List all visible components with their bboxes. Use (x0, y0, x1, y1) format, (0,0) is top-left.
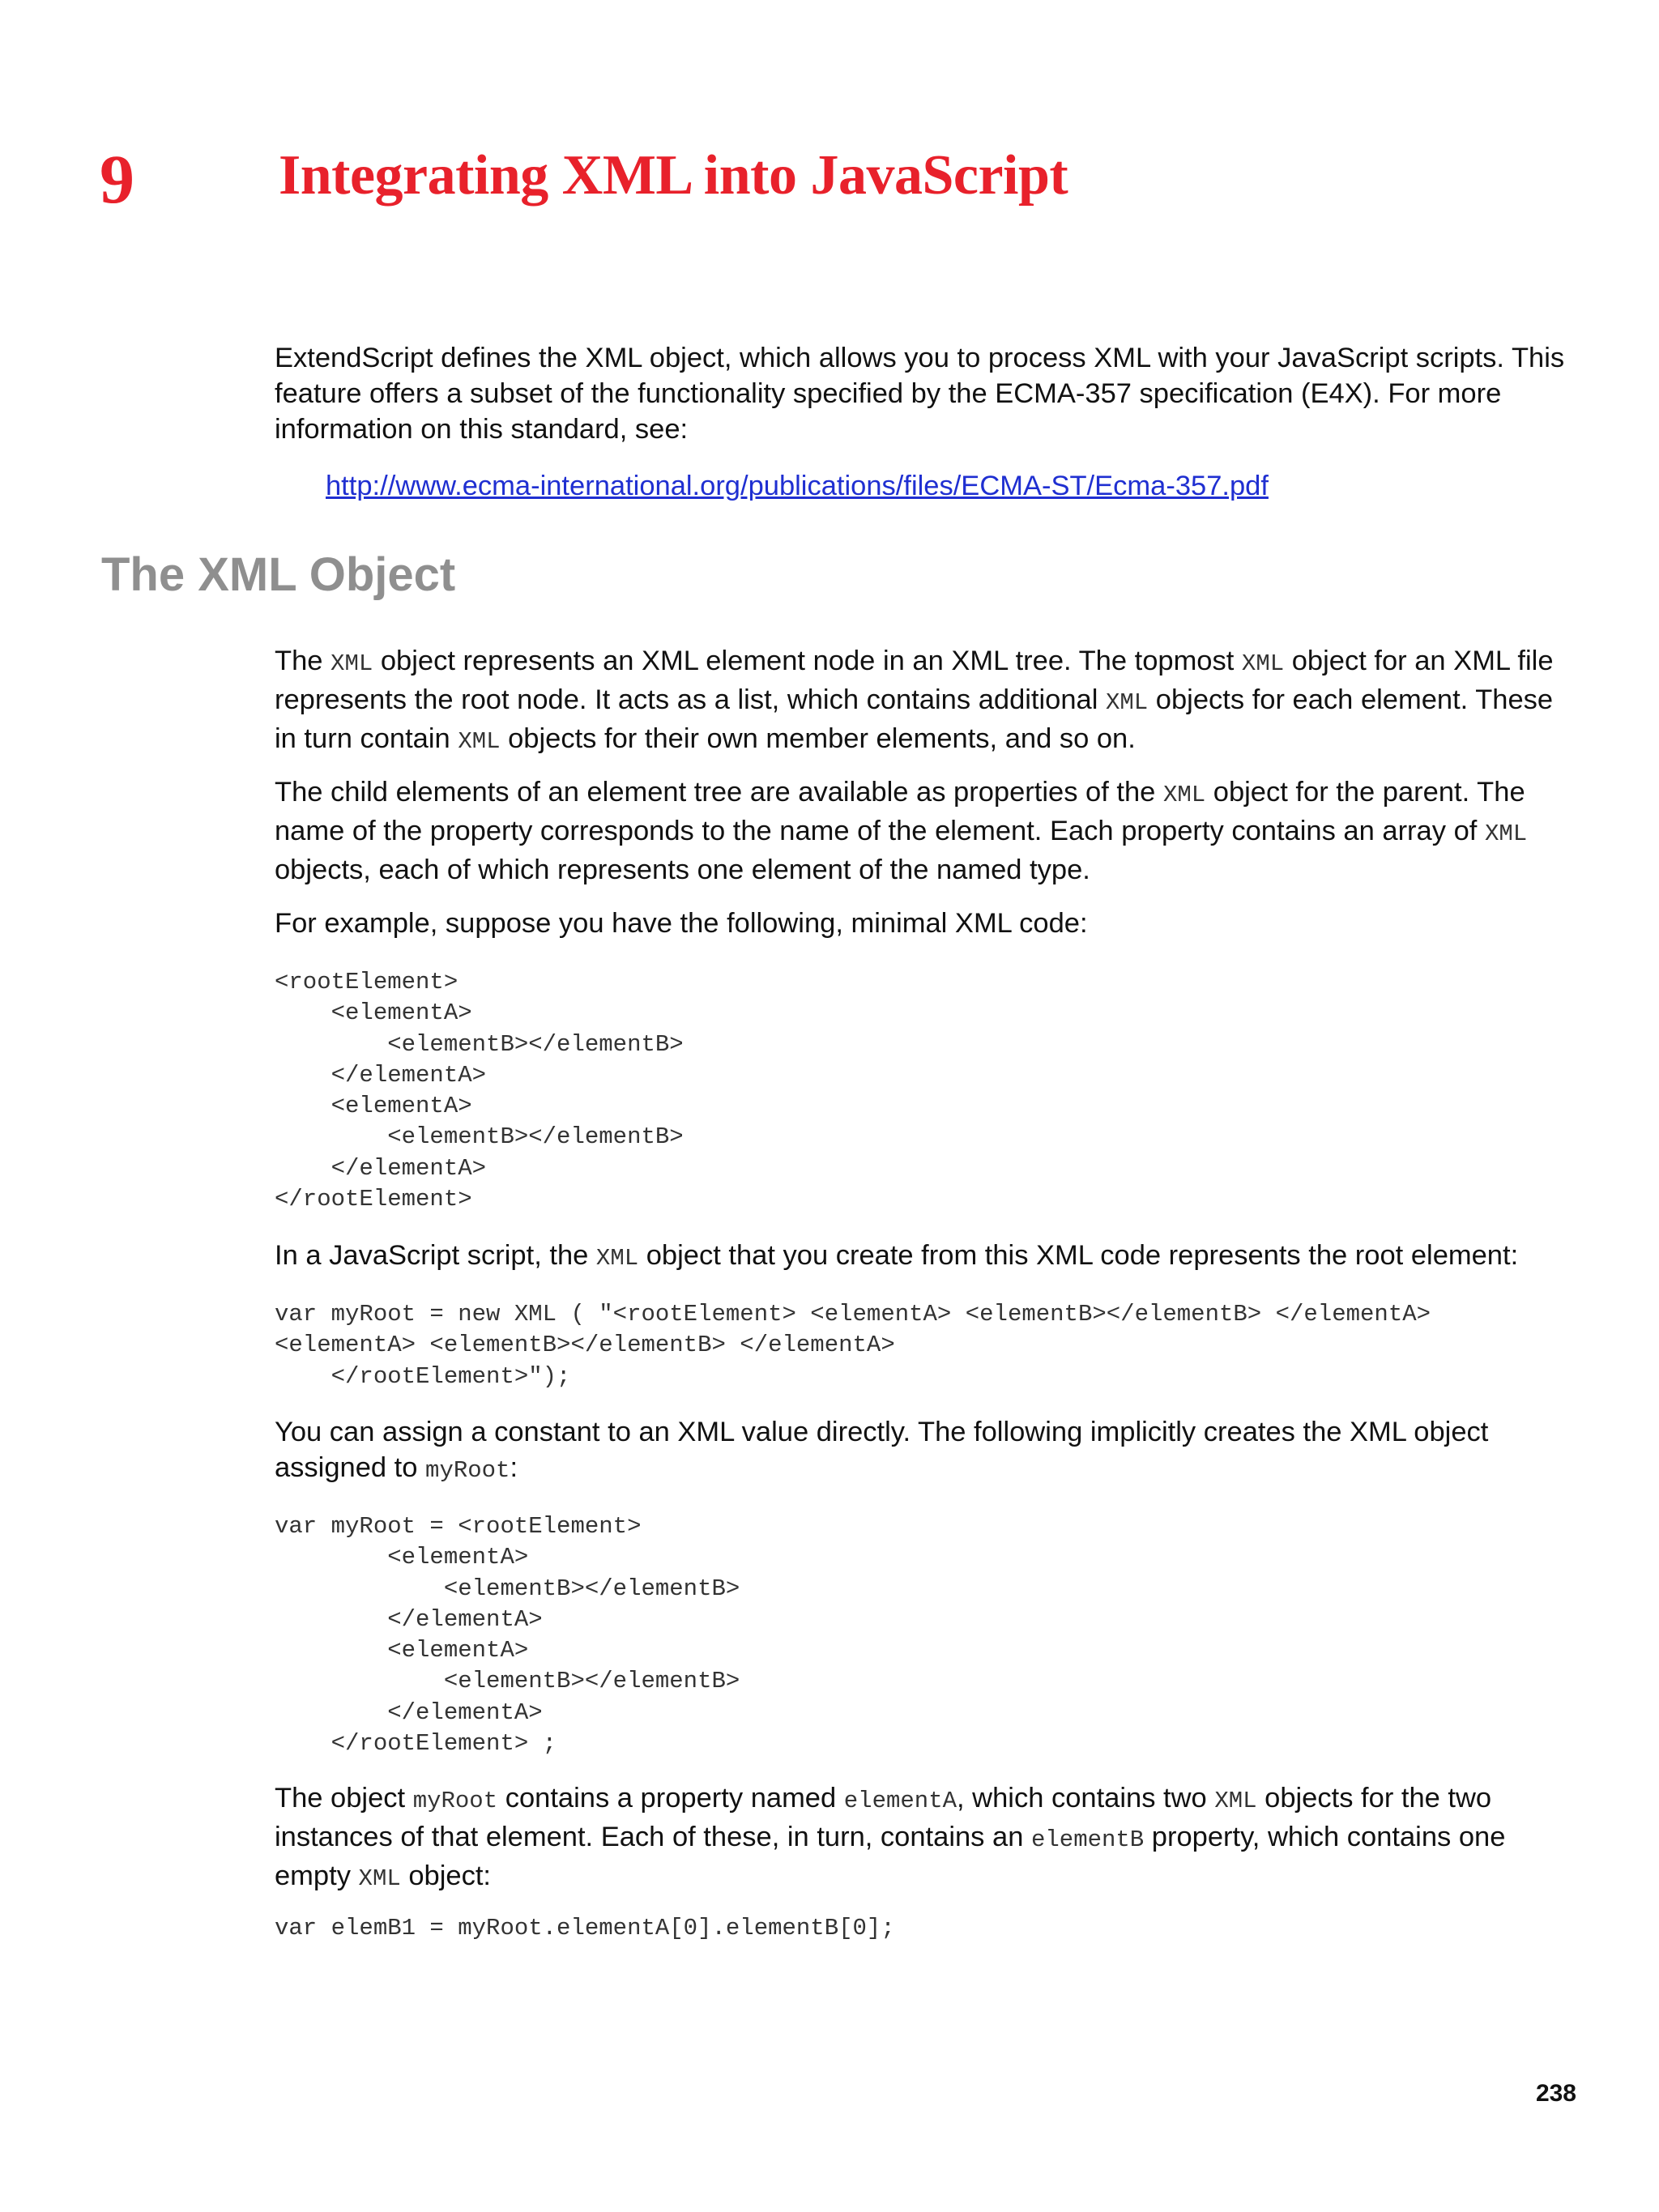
inline-code: myRoot (425, 1457, 510, 1484)
inline-code: XML (1484, 820, 1528, 847)
child-elements-paragraph (275, 774, 1571, 888)
inline-code: XML (331, 650, 373, 677)
javascript-root-paragraph (275, 1238, 1571, 1276)
example-intro-paragraph: For example, suppose you have the following, minimal XML code: (275, 908, 1088, 939)
text-run: The child elements of an element tree are available as properties of the (275, 777, 1163, 808)
inline-code: elementA (843, 1788, 957, 1814)
text-run: object: (400, 1860, 491, 1891)
inline-code: XML (1214, 1788, 1257, 1814)
text-run: The object (275, 1783, 413, 1813)
text-run: objects, each of which represents one element of the named type. (275, 855, 1090, 885)
text-run: objects for each element. These in turn contain (275, 684, 1554, 754)
text-run: : (510, 1452, 518, 1483)
text-run: You can assign a constant to an XML value directly. The following implicitly creates the XML object assigned to (275, 1417, 1489, 1483)
intro-paragraph: ExtendScript defines the XML object, which allows you to process XML with your JavaScript scripts. This feature offers a subset of the functionality specified by the ECMA-357 specification (E4X). For more information on this standard, see: (275, 343, 1565, 445)
text-run: The (275, 646, 331, 676)
property-explanation-paragraph (275, 1780, 1571, 1897)
text-run: property, which contains one empty (275, 1822, 1506, 1891)
chapter-title: Integrating XML into JavaScript (279, 144, 1068, 207)
inline-code: XML (1106, 689, 1149, 716)
inline-code: XML (1162, 782, 1206, 808)
inline-code: XML (595, 1245, 639, 1272)
text-run: In a JavaScript script, the (275, 1240, 596, 1271)
inline-code: XML (458, 728, 501, 755)
text-run: object for the parent. The name of the property corresponds to the name of the element. Each property contains an array of (275, 777, 1525, 846)
assign-constant-paragraph (275, 1414, 1571, 1489)
text-run: objects for the two instances of that element. Each of these, in turn, contains an (275, 1783, 1492, 1852)
new-xml-code-block: var myRoot = new XML ( "<rootElement> <elementA> <elementB></elementB> </elementA> <elementA> <elementB></elementB> </elementA> </rootElement>"); (275, 1301, 1431, 1390)
text-run: object for an XML file represents the root node. It acts as a list, which contains additional (275, 646, 1554, 715)
text-run: object that you create from this XML code represents the root element: (638, 1240, 1519, 1271)
xml-object-paragraph (275, 643, 1571, 760)
inline-code: myRoot (412, 1788, 498, 1814)
inline-code: XML (1241, 650, 1285, 677)
xml-code-block: <rootElement> <elementA> <elementB></elementB> </elementA> <elementA> <elementB></elementB> </elementA> </rootElement> (275, 969, 684, 1213)
xml-literal-code-block: var myRoot = <rootElement> <elementA> <elementB></elementB> </elementA> <elementA> <elementB></elementB> </elementA> </rootElement> ; (275, 1513, 740, 1758)
text-run: contains a property named (497, 1783, 844, 1813)
ecma-spec-link[interactable]: http://www.ecma-international.org/publications/files/ECMA-ST/Ecma-357.pdf (326, 471, 1269, 501)
inline-code: elementB (1030, 1826, 1145, 1853)
text-run: , which contains two (957, 1783, 1215, 1813)
inline-code: XML (358, 1865, 401, 1892)
page-number: 238 (1535, 2080, 1576, 2107)
text-run: objects for their own member elements, and so on. (500, 723, 1136, 754)
section-heading: The XML Object (101, 548, 456, 601)
elemb1-code-block: var elemB1 = myRoot.elementA[0].elementB[0]; (275, 1915, 895, 1941)
text-run: object represents an XML element node in an XML tree. The topmost (373, 646, 1242, 676)
chapter-number: 9 (100, 140, 134, 218)
